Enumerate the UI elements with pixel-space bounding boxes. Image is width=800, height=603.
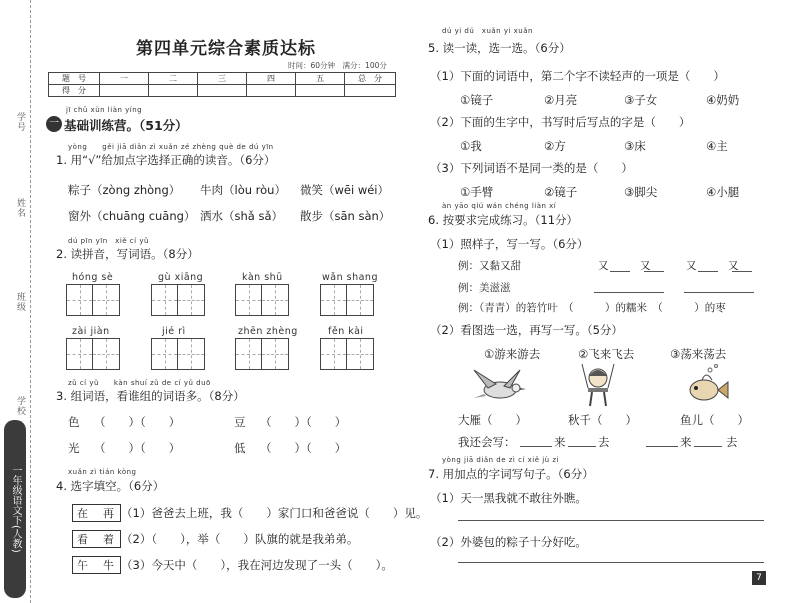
time-score-info: 时间：60分钟 满分：100分 <box>288 61 387 70</box>
fill-pattern[interactable]: 又 又 <box>598 260 651 272</box>
q5-option[interactable]: ②镜子 <box>544 185 578 199</box>
writing-grid[interactable] <box>320 284 374 316</box>
q5-option[interactable]: ②方 <box>544 139 566 153</box>
q5-pinyin: dú yi dú xuǎn yi xuǎn <box>442 27 533 35</box>
writing-grid[interactable] <box>66 338 120 370</box>
table-cell: 五 <box>296 73 345 85</box>
q1-option[interactable]: 窗外（chuāng cuāng） <box>68 209 196 223</box>
q5-option[interactable]: ④主 <box>706 139 728 153</box>
q1-option[interactable]: 粽子（zòng zhòng） <box>68 183 181 197</box>
writing-grid[interactable] <box>320 338 374 370</box>
writing-grid[interactable] <box>235 284 289 316</box>
q5-prompt: 5. 读一读，选一选。（6分） <box>428 41 571 55</box>
table-cell: 四 <box>247 73 296 85</box>
blank-line <box>644 271 664 272</box>
char-choice-box: 在 再 <box>72 504 121 522</box>
q6-sub2: （2）看图选一选，再写一写。（5分） <box>430 323 623 337</box>
table-cell: 三 <box>198 73 247 85</box>
page-title: 第四单元综合素质达标 <box>136 39 316 59</box>
q3-pinyin: zǔ cí yǔ kàn shuí zǔ de cí yǔ duō <box>68 379 211 387</box>
class-label: 班级 <box>15 292 25 312</box>
page-number: 7 <box>752 571 766 585</box>
q3-prompt: 3. 组词语，看谁组的词语多。（8分） <box>56 389 245 403</box>
pinyin-word: fěn kài <box>328 326 364 337</box>
pinyin-word: gù xiāng <box>158 272 204 283</box>
section-title: 基础训练营。（51分） <box>64 118 188 133</box>
q7-prompt: 7. 用加点的字词写句子。（6分） <box>428 467 594 481</box>
q1-option[interactable]: 微笑（wēi wéi） <box>300 183 390 197</box>
score-input-cell[interactable] <box>247 85 296 97</box>
table-cell: 题 号 <box>49 73 100 85</box>
q1-pinyin: yòng gěi jiā diǎn zì xuǎn zé zhèng què de dú yīn <box>68 143 274 151</box>
score-input-cell[interactable] <box>100 85 149 97</box>
answer-line[interactable] <box>458 520 764 521</box>
score-value-row <box>49 85 396 97</box>
q5-option[interactable]: ④小腿 <box>706 185 740 199</box>
score-input-cell[interactable] <box>149 85 198 97</box>
q5-option[interactable]: ①镜子 <box>460 93 494 107</box>
come-word: 来 <box>680 435 692 449</box>
q7-sentence-2: （2）外婆包的粽子十分好吃。 <box>430 535 587 549</box>
q1-option[interactable]: 散步（sān sàn） <box>300 209 391 223</box>
q5-option[interactable]: ①手臂 <box>460 185 494 199</box>
q5-option[interactable]: ②月亮 <box>544 93 578 107</box>
fill-pattern[interactable]: 又 又 <box>686 260 739 272</box>
table-cell: 总 分 <box>345 73 396 85</box>
grade-brand-tab: 一年级语文下(人教) <box>4 420 26 598</box>
q5-option[interactable]: ③脚尖 <box>624 185 658 199</box>
q5-sub-question: （3）下列词语不是同一类的是（ ） <box>430 161 633 175</box>
q4-sentence[interactable]: （3）今天中（ ），我在河边发现了一头（ ）。 <box>121 558 393 572</box>
school-label: 学校 <box>15 396 25 416</box>
q4-row <box>72 502 427 522</box>
table-cell: 一 <box>100 73 149 85</box>
example-3[interactable]: 例：（青青）的箬竹叶 （ ）的糯米 （ ）的枣 <box>458 302 726 314</box>
q3-blanks[interactable]: （ ）（ ） <box>260 415 347 429</box>
q4-sentence[interactable]: （1）爸爸去上班，我（ ）家门口和爸爸说（ ）见。 <box>121 506 428 520</box>
section-pinyin: jī chǔ xùn liàn yíng <box>66 106 143 114</box>
fish-illustration <box>682 362 730 410</box>
writing-grid[interactable] <box>235 338 289 370</box>
q1-option[interactable]: 牛肉（lòu ròu） <box>200 183 286 197</box>
q4-row <box>72 554 393 574</box>
q7-pinyin: yòng jiā diǎn de zì cí xiě jù zi <box>442 456 559 464</box>
q5-option[interactable]: ④奶奶 <box>706 93 740 107</box>
pinyin-word: zài jiàn <box>72 326 110 337</box>
q3-blanks[interactable]: （ ）（ ） <box>260 441 347 455</box>
pinyin-word: hóng sè <box>72 272 114 283</box>
example-1: 例：又黏又甜 <box>458 260 521 272</box>
blank-line <box>698 271 718 272</box>
table-cell: 二 <box>149 73 198 85</box>
section-badge: 一 <box>46 116 62 132</box>
q3-char: 光 <box>68 441 80 455</box>
score-header-row <box>49 73 396 85</box>
answer-line[interactable] <box>458 562 764 563</box>
blank-line[interactable] <box>694 446 722 447</box>
char-choice-box: 午 牛 <box>72 556 121 574</box>
score-input-cell[interactable] <box>345 85 396 97</box>
writing-grid[interactable] <box>66 284 120 316</box>
blank-line <box>732 271 752 272</box>
char-choice-box: 看 着 <box>72 530 121 548</box>
q4-row <box>72 528 358 548</box>
motion-choice: ②飞来飞去 <box>578 347 635 361</box>
name-label: 姓名 <box>15 198 25 218</box>
writing-grid[interactable] <box>151 284 205 316</box>
q3-blanks[interactable]: （ ）（ ） <box>94 415 181 429</box>
q5-option[interactable]: ①我 <box>460 139 482 153</box>
pinyin-word: wǎn shang <box>322 272 378 283</box>
go-word: 去 <box>598 435 610 449</box>
table-cell: 得 分 <box>49 85 100 97</box>
q1-prompt: 1. 用“√”给加点字选择正确的读音。（6分） <box>56 153 276 167</box>
q4-sentence[interactable]: （2）（ ），举（ ）队旗的就是我弟弟。 <box>121 532 359 546</box>
q5-sub-question: （2）下面的生字中，书写时后写点的字是（ ） <box>430 115 691 129</box>
pinyin-word: zhēn zhèng <box>238 326 298 337</box>
blank-line[interactable] <box>568 446 596 447</box>
come-word: 来 <box>554 435 566 449</box>
q5-option[interactable]: ③子女 <box>624 93 658 107</box>
blank-line[interactable] <box>684 292 754 293</box>
wild-goose-illustration <box>466 364 530 408</box>
q3-char: 色 <box>68 415 80 429</box>
q7-sentence-1: （1）天一黑我就不敢往外瞧。 <box>430 491 587 505</box>
q5-option[interactable]: ③床 <box>624 139 646 153</box>
example-2: 例：美滋滋 <box>458 282 511 294</box>
score-table <box>48 72 396 97</box>
motion-choice: ③荡来荡去 <box>670 347 727 361</box>
q6-pinyin: àn yāo qiú wán chéng liàn xí <box>442 202 557 210</box>
student-id-label: 学号 <box>15 112 25 132</box>
also-write-label: 我还会写： <box>458 435 516 449</box>
picture-label[interactable]: 秋千（ ） <box>568 413 637 427</box>
q3-char: 豆 <box>234 415 246 429</box>
blank-line[interactable] <box>594 292 664 293</box>
q4-prompt: 4. 选字填空。（6分） <box>56 479 165 493</box>
blank-line[interactable] <box>520 446 552 447</box>
score-input-cell[interactable] <box>198 85 247 97</box>
q2-prompt: 2. 读拼音，写词语。（8分） <box>56 247 199 261</box>
binding-margin <box>0 0 44 603</box>
score-input-cell[interactable] <box>296 85 345 97</box>
motion-choice: ①游来游去 <box>484 347 541 361</box>
q6-prompt: 6. 按要求完成练习。（11分） <box>428 213 579 227</box>
writing-grid[interactable] <box>151 338 205 370</box>
q3-blanks[interactable]: （ ）（ ） <box>94 441 181 455</box>
picture-label[interactable]: 大雁（ ） <box>458 413 527 427</box>
pinyin-word: kàn shū <box>242 272 283 283</box>
pinyin-word: jié rì <box>162 326 186 337</box>
q6-sub1: （1）照样子，写一写。（6分） <box>430 237 589 251</box>
q4-pinyin: xuǎn zì tián kòng <box>68 468 137 476</box>
q3-char: 低 <box>234 441 246 455</box>
blank-line[interactable] <box>646 446 678 447</box>
q1-option[interactable]: 洒水（shǎ sǎ） <box>200 209 284 223</box>
picture-label[interactable]: 鱼儿（ ） <box>680 413 749 427</box>
swing-girl-illustration <box>574 362 622 410</box>
q5-sub-question: （1）下面的词语中，第二个字不读轻声的一项是（ ） <box>430 69 725 83</box>
binding-line <box>30 0 31 603</box>
q2-pinyin: dú pīn yīn xiě cí yǔ <box>68 237 149 245</box>
blank-line <box>610 271 630 272</box>
go-word: 去 <box>726 435 738 449</box>
